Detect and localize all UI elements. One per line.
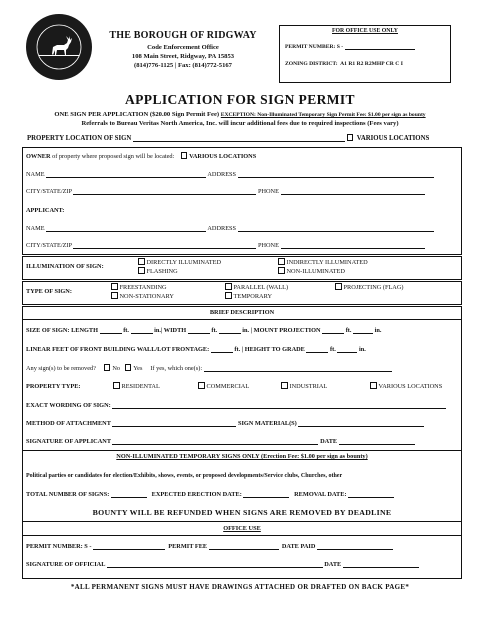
height-ft-field[interactable] [306,346,328,353]
office-permit-number: PERMIT NUMBER: S - [285,43,415,50]
fee-line: ONE SIGN PER APPLICATION ($20.00 Sign Permit Fee) EXCEPTION: Non-Illuminated Temporary Sign Permit Fee: $1.00 per sign as bounty [54,111,426,118]
exact-wording-row: EXACT WORDING OF SIGN: [26,402,446,409]
removed-row: Any sign(s) to be removed? No Yes If yes, which one(s): [26,365,392,372]
footer-note: *ALL PERMANENT SIGNS MUST HAVE DRAWINGS ATTACHED OR DRAFTED ON BACK PAGE* [70,583,410,591]
length-in-field[interactable] [131,327,153,334]
applicant-label: APPLICANT: [26,207,65,214]
owner-city-field[interactable] [73,188,256,195]
applicant-name-field[interactable] [46,225,206,232]
projection-in-field[interactable] [353,327,373,334]
height-in-field[interactable] [337,346,357,353]
owner-city-row: CITY/STATE/ZIP PHONE [26,188,425,195]
office-permit-row: PERMIT NUMBER: S - PERMIT FEE DATE PAID [26,543,393,550]
temporary-row: TOTAL NUMBER OF SIGNS: EXPECTED ERECTION DATE: REMOVAL DATE: [26,491,394,498]
office-fee-field[interactable] [209,543,279,550]
borough-seal-logo [26,14,92,80]
illum-flashing-checkbox[interactable] [138,267,145,274]
owner-label: OWNER of property where proposed sign will be located: VARIOUS LOCATIONS [26,153,257,160]
office-use-only-box [279,25,451,83]
owner-address-field[interactable] [238,171,434,178]
size-row: SIZE OF SIGN: LENGTH ft. in.| WIDTH ft. in. | MOUNT PROJECTION ft. in. [26,327,382,334]
removal-date-field[interactable] [348,491,394,498]
bounty-note: BOUNTY WILL BE REFUNDED WHEN SIGNS ARE REMOVED BY DEADLINE [92,508,392,517]
owner-applicant-section [22,147,462,255]
office-signature-row: SIGNATURE OF OFFICIAL DATE [26,561,419,568]
illum-flashing[interactable]: FLASHING [138,268,178,275]
signature-row: SIGNATURE OF APPLICANT DATE [26,438,415,445]
illum-non[interactable]: NON-ILLUMINATED [278,268,345,275]
illum-direct[interactable]: DIRECTLY ILLUMINATED [138,259,221,266]
projection-ft-field[interactable] [322,327,344,334]
illum-non-checkbox[interactable] [278,267,285,274]
type-freestanding-checkbox[interactable] [111,283,118,290]
office-permit-field[interactable] [93,543,165,550]
property-location-field[interactable] [133,135,345,142]
removed-yes-checkbox[interactable] [125,364,132,371]
referral-note: Referrals to Bureau Veritas North America, Inc. will incur additional fees due to required inspections (Fees vary) [81,120,399,127]
applicant-phone-field[interactable] [281,242,425,249]
temporary-title: NON-ILLUMINATED TEMPORARY SIGNS ONLY (Erection Fee: $1.00 per sign as bounty) [116,453,368,460]
dept-name: Code Enforcement Office [147,44,219,51]
illum-indirect[interactable]: INDIRECTLY ILLUMINATED [278,259,368,266]
page-title: APPLICATION FOR SIGN PERMIT [125,92,355,107]
removed-which-field[interactable] [204,365,392,372]
method-row: METHOD OF ATTACHMENT SIGN MATERIAL(S) [26,420,424,427]
property-location-row: PROPERTY LOCATION OF SIGN VARIOUS LOCATIONS [27,135,430,142]
total-signs-field[interactable] [111,491,147,498]
applicant-date-field[interactable] [339,438,415,445]
type-temporary[interactable]: TEMPORARY [225,293,272,300]
sign-type-section [22,281,462,305]
illum-indirect-checkbox[interactable] [278,258,285,265]
applicant-city-field[interactable] [73,242,256,249]
brief-title: BRIEF DESCRIPTION [209,309,275,316]
illumination-section [22,256,462,280]
office-date-paid-field[interactable] [317,543,393,550]
type-non-stationary[interactable]: NON-STATIONARY [111,293,174,300]
illum-direct-checkbox[interactable] [138,258,145,265]
owner-name-field[interactable] [46,171,206,178]
org-phone-fax: (814)776-1125 | Fax: (814)772-5167 [134,62,232,69]
elk-seal-icon [26,14,92,80]
sign-type-label: TYPE OF SIGN: [26,288,72,295]
ptype-commercial[interactable]: COMMERCIAL [198,383,249,390]
applicant-name-row: NAME ADDRESS [26,225,434,232]
temporary-note: Political parties or candidates for election/Exhibits, shows, events, or proposed developments/Service clubs, Churches, other [26,473,343,479]
length-ft-field[interactable] [100,327,122,334]
illumination-label: ILLUMINATION OF SIGN: [26,263,104,270]
official-date-field[interactable] [343,561,419,568]
various-locations-checkbox[interactable] [347,134,354,141]
applicant-signature-field[interactable] [112,438,318,445]
official-signature-field[interactable] [107,561,323,568]
type-temporary-checkbox[interactable] [225,292,232,299]
method-field[interactable] [112,420,236,427]
type-freestanding[interactable]: FREESTANDING [111,284,167,291]
width-ft-field[interactable] [188,327,210,334]
type-non-stationary-checkbox[interactable] [111,292,118,299]
applicant-city-row: CITY/STATE/ZIP PHONE [26,242,425,249]
ptype-residential[interactable]: RESIDENTAL [113,383,160,390]
frontage-row: LINEAR FEET OF FRONT BUILDING WALL/LOT FRONTAGE: ft. | HEIGHT TO GRADE ft. in. [26,346,366,353]
office-use-title: OFFICE USE [223,525,261,532]
applicant-address-field[interactable] [238,225,434,232]
zoning-district: ZONING DISTRICT: A1 R1 R2 R2MHP CR C I [285,61,403,67]
ptype-industrial-checkbox[interactable] [281,382,288,389]
owner-various-checkbox[interactable] [181,152,188,159]
width-in-field[interactable] [219,327,241,334]
ptype-residential-checkbox[interactable] [113,382,120,389]
type-projecting-checkbox[interactable] [335,283,342,290]
owner-phone-field[interactable] [281,188,425,195]
type-parallel[interactable]: PARALLEL (WALL) [225,284,288,291]
type-parallel-checkbox[interactable] [225,283,232,290]
org-address: 108 Main Street, Ridgway, PA 15853 [131,53,235,60]
ptype-various-checkbox[interactable] [370,382,377,389]
type-projecting[interactable]: PROJECTING (FLAG) [335,284,404,291]
frontage-field[interactable] [211,346,233,353]
owner-name-row: NAME ADDRESS [26,171,434,178]
brief-description-section [22,306,462,579]
removed-no-checkbox[interactable] [104,364,111,371]
material-field[interactable] [298,420,424,427]
erection-date-field[interactable] [243,491,289,498]
ptype-various[interactable]: VARIOUS LOCATIONS [370,383,442,390]
office-use-only-title: FOR OFFICE USE ONLY [332,28,398,34]
exact-wording-field[interactable] [112,402,446,409]
ptype-commercial-checkbox[interactable] [198,382,205,389]
ptype-industrial[interactable]: INDUSTRIAL [281,383,327,390]
property-type-row: PROPERTY TYPE: [26,383,81,390]
org-name: THE BOROUGH OF RIDGWAY [109,30,257,41]
